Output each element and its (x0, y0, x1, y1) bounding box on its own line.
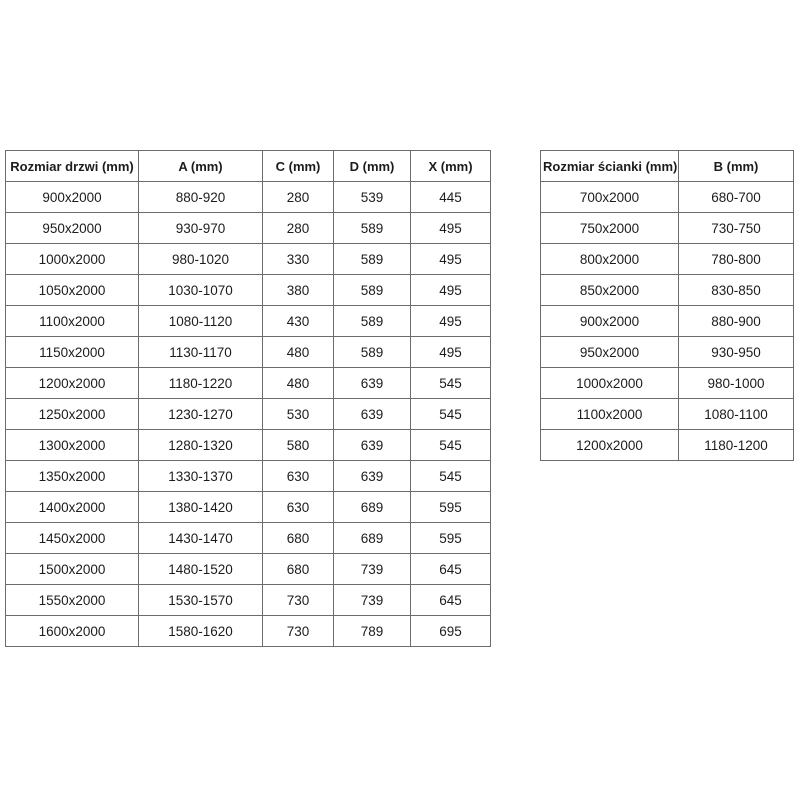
table-row (6, 368, 491, 399)
table-cell: 589 (334, 244, 411, 275)
table-row (541, 430, 794, 461)
table-cell: 689 (334, 523, 411, 554)
table-cell: 930-970 (139, 213, 263, 244)
table-cell: 1550x2000 (6, 585, 139, 616)
table-cell: 480 (263, 368, 334, 399)
table-cell: 700x2000 (541, 182, 679, 213)
table-cell: 1080-1120 (139, 306, 263, 337)
table-cell: 1330-1370 (139, 461, 263, 492)
table-cell: 730-750 (679, 213, 794, 244)
table-cell: 900x2000 (6, 182, 139, 213)
table-cell: 545 (411, 399, 491, 430)
table-cell: 639 (334, 368, 411, 399)
table-cell: 789 (334, 616, 411, 647)
column-header: D (mm) (334, 151, 411, 182)
table-cell: 689 (334, 492, 411, 523)
table-cell: 495 (411, 337, 491, 368)
table-cell: 595 (411, 492, 491, 523)
table-cell: 1130-1170 (139, 337, 263, 368)
table-row (6, 182, 491, 213)
table-row (541, 182, 794, 213)
table-cell: 639 (334, 399, 411, 430)
table-cell: 1300x2000 (6, 430, 139, 461)
table-cell: 1150x2000 (6, 337, 139, 368)
table-cell: 1050x2000 (6, 275, 139, 306)
table-cell: 1250x2000 (6, 399, 139, 430)
table-cell: 1280-1320 (139, 430, 263, 461)
table-row (6, 461, 491, 492)
column-header: Rozmiar drzwi (mm) (6, 151, 139, 182)
table-cell: 1000x2000 (541, 368, 679, 399)
header-row (541, 151, 794, 182)
table-cell: 539 (334, 182, 411, 213)
table-row (541, 399, 794, 430)
table-cell: 980-1000 (679, 368, 794, 399)
table-row (6, 523, 491, 554)
table-cell: 850x2000 (541, 275, 679, 306)
table-cell: 495 (411, 213, 491, 244)
table-cell: 1180-1200 (679, 430, 794, 461)
table-cell: 630 (263, 492, 334, 523)
table-cell: 495 (411, 244, 491, 275)
table-cell: 1350x2000 (6, 461, 139, 492)
table-cell: 589 (334, 337, 411, 368)
header-row (6, 151, 491, 182)
table-row (541, 368, 794, 399)
table-cell: 730 (263, 585, 334, 616)
table-cell: 1030-1070 (139, 275, 263, 306)
column-header: A (mm) (139, 151, 263, 182)
table-cell: 1080-1100 (679, 399, 794, 430)
table-cell: 1200x2000 (6, 368, 139, 399)
table-cell: 695 (411, 616, 491, 647)
table-cell: 639 (334, 430, 411, 461)
table-cell: 280 (263, 213, 334, 244)
table-cell: 589 (334, 275, 411, 306)
table-row (541, 244, 794, 275)
table-cell: 280 (263, 182, 334, 213)
table-cell: 645 (411, 554, 491, 585)
table-cell: 1600x2000 (6, 616, 139, 647)
table-row (541, 306, 794, 337)
table-cell: 930-950 (679, 337, 794, 368)
table-cell: 639 (334, 461, 411, 492)
table-cell: 1380-1420 (139, 492, 263, 523)
table-cell: 680 (263, 554, 334, 585)
column-header: X (mm) (411, 151, 491, 182)
table-row (6, 399, 491, 430)
table-cell: 1450x2000 (6, 523, 139, 554)
table-row (6, 585, 491, 616)
table-cell: 589 (334, 306, 411, 337)
table-cell: 595 (411, 523, 491, 554)
table-cell: 589 (334, 213, 411, 244)
table-cell: 900x2000 (541, 306, 679, 337)
table-cell: 1180-1220 (139, 368, 263, 399)
table-cell: 545 (411, 430, 491, 461)
table-cell: 750x2000 (541, 213, 679, 244)
table-cell: 495 (411, 306, 491, 337)
table-cell: 1200x2000 (541, 430, 679, 461)
table-row (6, 306, 491, 337)
table-row (6, 492, 491, 523)
table-row (6, 244, 491, 275)
table-row (541, 213, 794, 244)
table-cell: 1430-1470 (139, 523, 263, 554)
table-row (6, 430, 491, 461)
column-header: Rozmiar ścianki (mm) (541, 151, 679, 182)
table-cell: 495 (411, 275, 491, 306)
table-cell: 780-800 (679, 244, 794, 275)
table-cell: 730 (263, 616, 334, 647)
table-cell: 1530-1570 (139, 585, 263, 616)
table-cell: 1480-1520 (139, 554, 263, 585)
table-row (6, 337, 491, 368)
table-cell: 739 (334, 554, 411, 585)
column-header: B (mm) (679, 151, 794, 182)
table-row (6, 275, 491, 306)
table-cell: 380 (263, 275, 334, 306)
table-cell: 880-900 (679, 306, 794, 337)
table-cell: 630 (263, 461, 334, 492)
table-cell: 1500x2000 (6, 554, 139, 585)
table-cell: 545 (411, 461, 491, 492)
table-cell: 645 (411, 585, 491, 616)
table-cell: 950x2000 (541, 337, 679, 368)
table-cell: 680 (263, 523, 334, 554)
table-cell: 1000x2000 (6, 244, 139, 275)
table-cell: 950x2000 (6, 213, 139, 244)
table-cell: 739 (334, 585, 411, 616)
table-cell: 680-700 (679, 182, 794, 213)
table-cell: 980-1020 (139, 244, 263, 275)
wall-size-table (540, 150, 794, 461)
table-row (6, 213, 491, 244)
table-row (541, 275, 794, 306)
table-cell: 530 (263, 399, 334, 430)
table-cell: 1580-1620 (139, 616, 263, 647)
table-cell: 1230-1270 (139, 399, 263, 430)
table-cell: 480 (263, 337, 334, 368)
table-cell: 880-920 (139, 182, 263, 213)
column-header: C (mm) (263, 151, 334, 182)
table-cell: 545 (411, 368, 491, 399)
table-row (6, 554, 491, 585)
table-cell: 1100x2000 (541, 399, 679, 430)
table-cell: 330 (263, 244, 334, 275)
table-cell: 580 (263, 430, 334, 461)
table-cell: 830-850 (679, 275, 794, 306)
table-row (6, 616, 491, 647)
table-cell: 1100x2000 (6, 306, 139, 337)
door-size-table (5, 150, 491, 647)
table-cell: 445 (411, 182, 491, 213)
table-cell: 1400x2000 (6, 492, 139, 523)
table-row (541, 337, 794, 368)
table-cell: 430 (263, 306, 334, 337)
table-cell: 800x2000 (541, 244, 679, 275)
